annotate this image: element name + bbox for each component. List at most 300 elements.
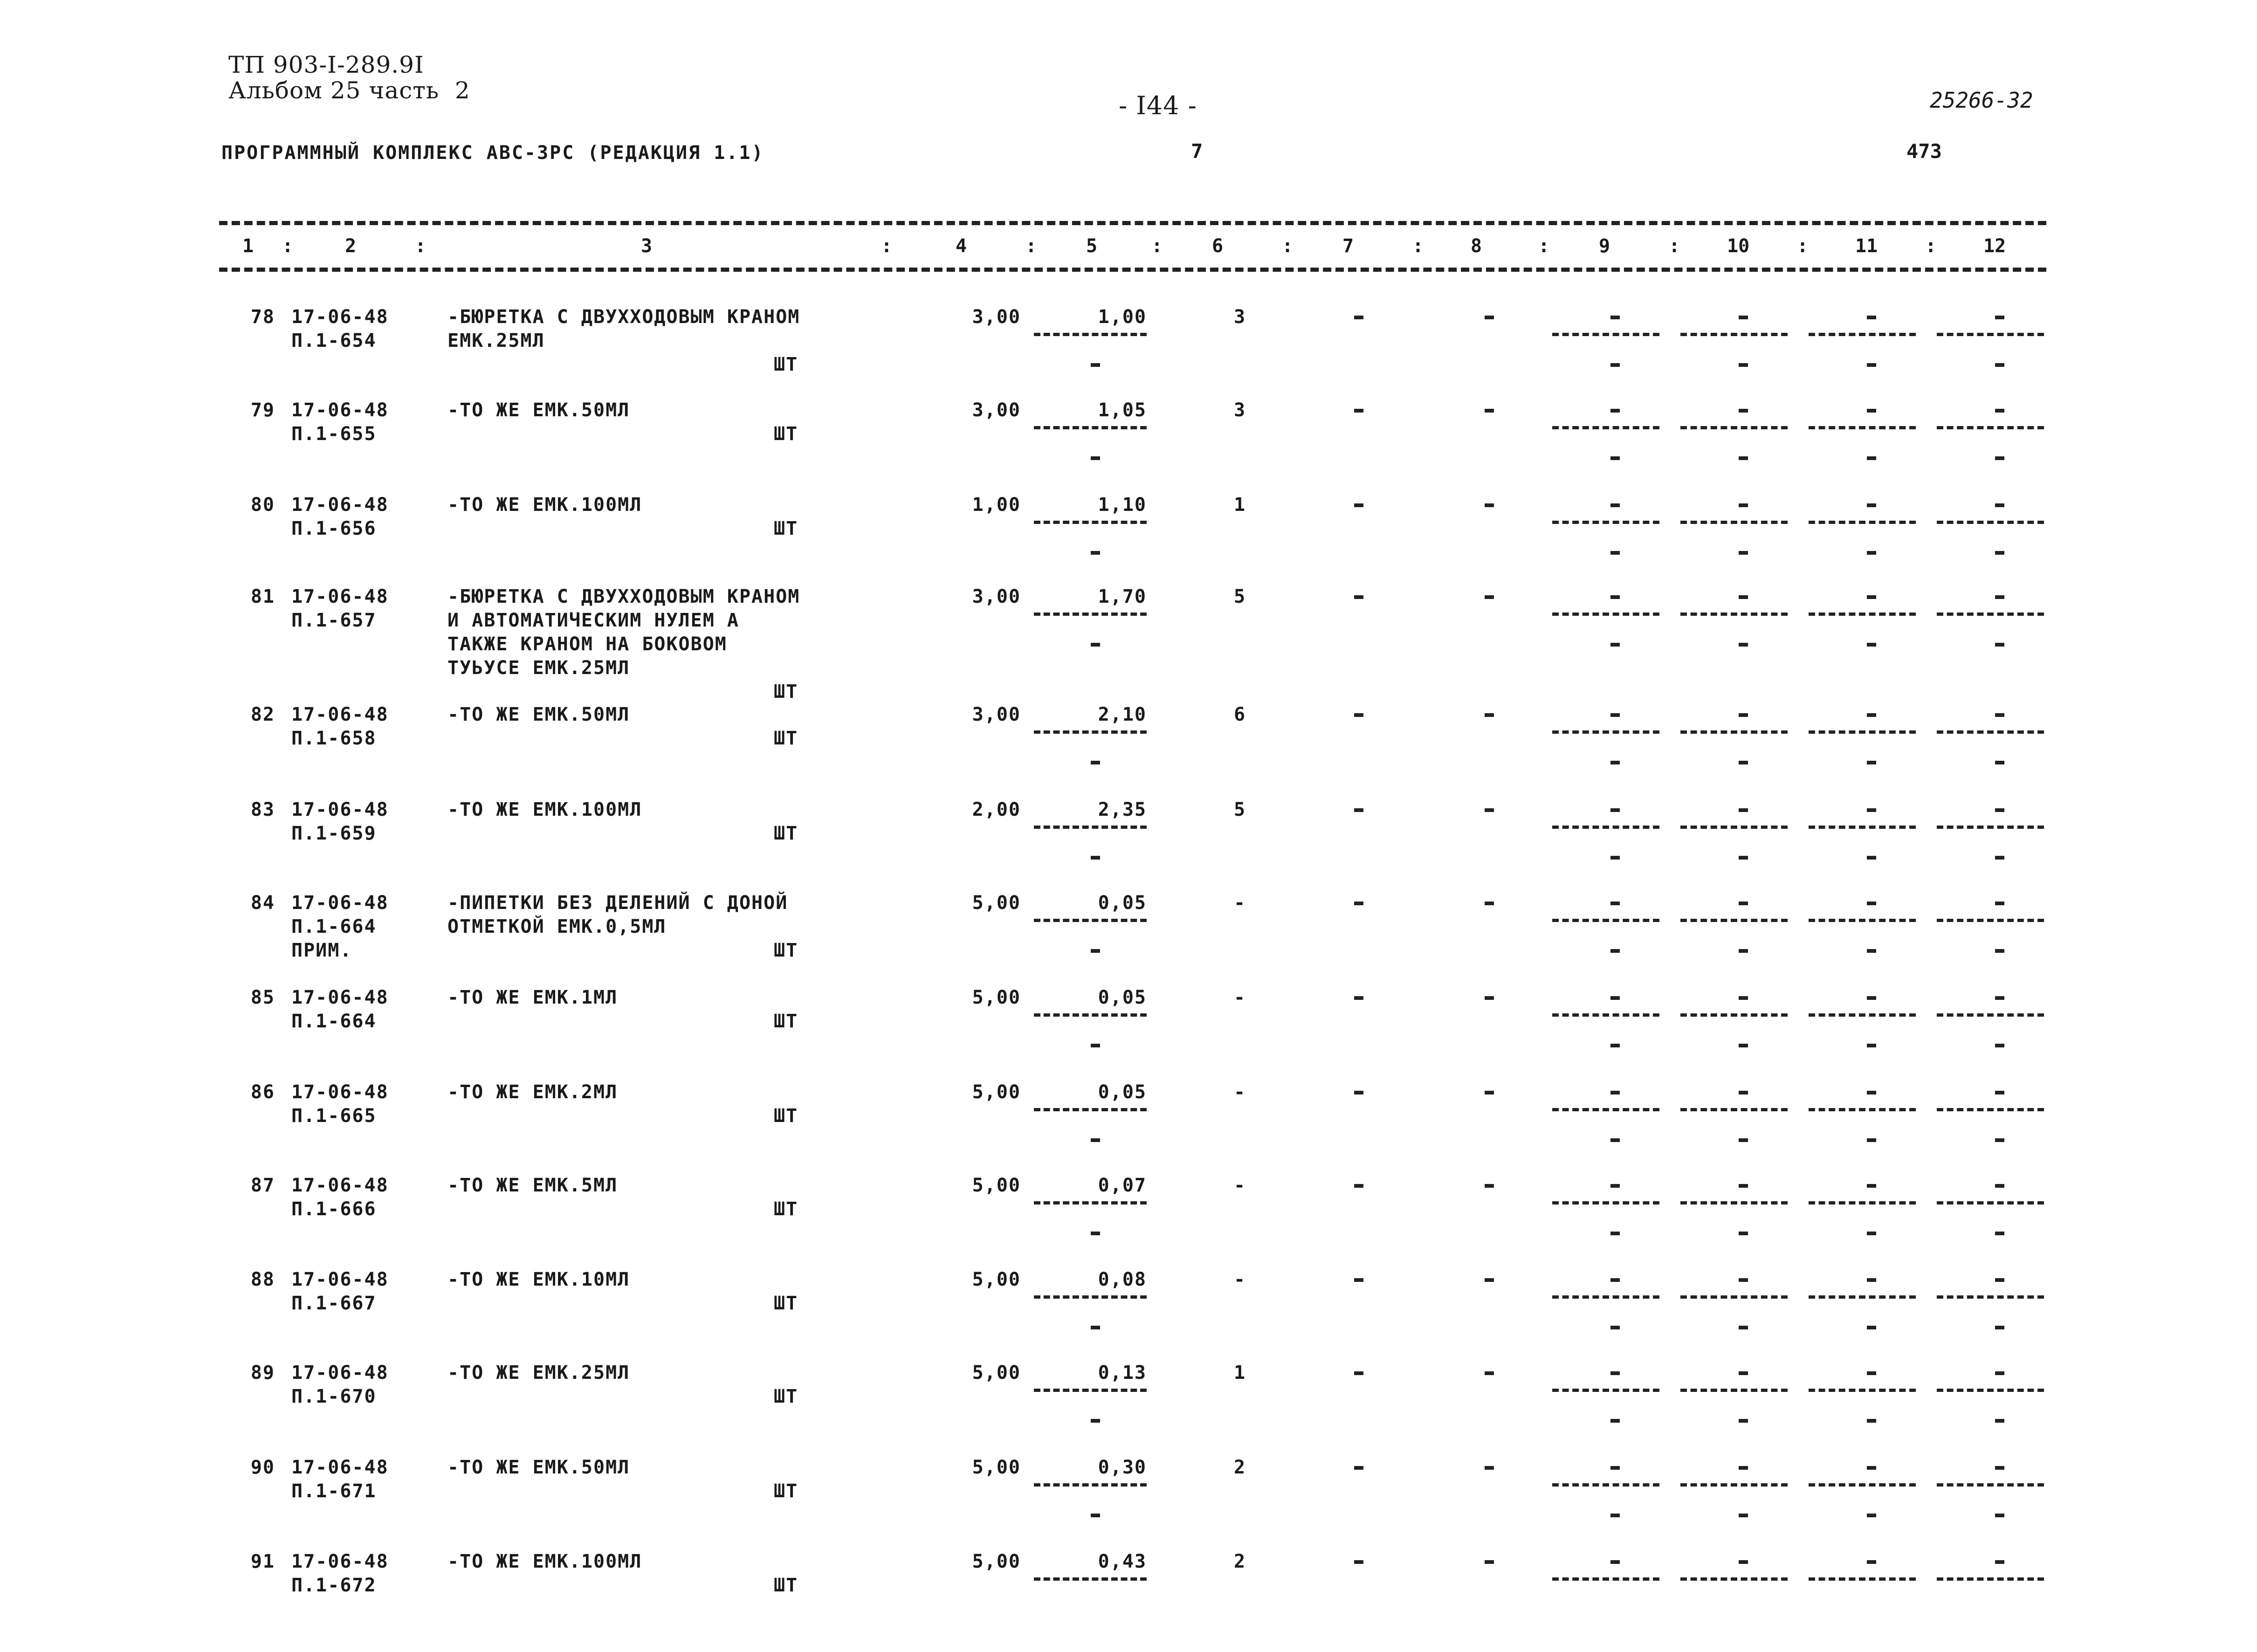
column-header: 10 [1727,235,1750,257]
empty-value-dash [1485,503,1494,507]
empty-value-dash [1867,456,1876,460]
empty-value-dash [1485,1184,1494,1188]
empty-value-dash [1739,1326,1748,1329]
empty-value-dash [1995,316,2004,319]
price-value: 0,05 [1098,892,1147,914]
cell-rule [1034,919,1147,922]
empty-value-dash [1995,808,2004,812]
empty-value-dash [1610,1278,1620,1282]
cell-rule [1552,521,1659,524]
code-value: 17-06-48 [291,892,389,914]
empty-value-dash [1739,949,1748,953]
empty-value-dash [1610,1091,1620,1094]
empty-value-dash [1610,808,1620,812]
row-number: 83 [250,799,275,820]
cell-rule [1809,1577,1916,1581]
unit-value: ШТ [774,1105,798,1127]
unit-value: ШТ [774,1198,798,1220]
empty-value-dash [1354,1091,1363,1094]
empty-value-dash [1739,996,1748,1000]
empty-value-dash [1610,1419,1620,1423]
cell-rule [1552,333,1659,336]
empty-value-dash [1739,902,1748,905]
description-line: -БЮРЕТКА С ДВУХХОДОВЫМ КРАНОМ [447,586,800,607]
empty-value-dash [1354,316,1363,319]
empty-value-dash [1610,1184,1620,1188]
price-value: 1,00 [1098,306,1147,328]
cell-rule [1034,1201,1147,1205]
column-separator: : [881,235,893,257]
reference-value: П.1-665 [291,1105,377,1127]
reference-value: П.1-671 [291,1480,377,1502]
empty-value-dash [1995,409,2004,413]
reference-value: П.1-659 [291,823,377,844]
empty-value-dash [1485,1091,1494,1094]
row-number: 80 [250,494,275,516]
empty-value-dash [1354,1184,1363,1188]
cell-rule [1034,521,1147,524]
cell-rule [1937,1577,2044,1581]
cell-rule [1034,826,1147,829]
quantity-value: 3,00 [972,704,1021,725]
empty-value-dash [1091,1514,1100,1517]
cell-rule [1937,919,2044,922]
page-number: - I44 - [1119,91,1197,120]
row-number: 82 [250,704,275,725]
unit-value: ШТ [774,354,798,375]
price-value: 1,10 [1098,494,1147,516]
column-6-value: 5 [1233,586,1246,607]
empty-value-dash [1354,996,1363,1000]
empty-value-dash [1995,996,2004,1000]
doc-code: ТП 903-I-289.9I [228,51,424,78]
cell-rule [1809,426,1916,429]
empty-value-dash [1610,856,1620,860]
code-value: 17-06-48 [291,704,389,725]
cell-rule [1937,1108,2044,1111]
empty-value-dash [1739,503,1748,507]
empty-value-dash [1091,456,1100,460]
unit-value: ШТ [774,940,798,961]
column-separator: : [1412,235,1424,257]
description-line: И АВТОМАТИЧЕСКИМ НУЛЕМ А [447,610,739,631]
cell-rule [1809,826,1916,829]
empty-value-dash [1739,316,1748,319]
description-line: ТАКЖЕ КРАНОМ НА БОКОВОМ [447,633,727,655]
empty-value-dash [1867,1326,1876,1329]
price-value: 0,07 [1098,1175,1147,1196]
empty-value-dash [1610,1138,1620,1142]
cell-rule [1680,1295,1788,1299]
empty-value-dash [1610,409,1620,413]
cell-rule [1680,1013,1788,1017]
empty-value-dash [1867,1560,1876,1564]
empty-value-dash [1610,996,1620,1000]
column-header: 1 [242,235,254,257]
cell-rule [1809,919,1916,922]
empty-value-dash [1867,808,1876,812]
column-separator: : [1025,235,1037,257]
unit-value: ШТ [774,1011,798,1032]
empty-value-dash [1995,1091,2004,1094]
empty-value-dash [1867,996,1876,1000]
cell-rule [1937,1201,2044,1205]
empty-value-dash [1995,595,2004,599]
reference-value: П.1-656 [291,518,377,539]
price-value: 2,10 [1098,704,1147,725]
empty-value-dash [1354,595,1363,599]
cell-rule [1552,730,1659,734]
column-separator: : [1925,235,1937,257]
cell-rule [1937,613,2044,616]
empty-value-dash [1739,1091,1748,1094]
column-6-value: - [1233,892,1246,914]
quantity-value: 5,00 [972,1081,1021,1103]
empty-value-dash [1091,643,1100,647]
cell-rule [1034,613,1147,616]
cell-rule [1552,1201,1659,1205]
empty-value-dash [1485,808,1494,812]
column-6-value: 2 [1233,1457,1246,1478]
cell-rule [1680,919,1788,922]
cell-rule [1937,1013,2044,1017]
empty-value-dash [1995,643,2004,647]
code-value: 17-06-48 [291,1457,389,1478]
empty-value-dash [1995,1278,2004,1282]
empty-value-dash [1995,1138,2004,1142]
empty-value-dash [1867,949,1876,953]
quantity-value: 5,00 [972,987,1021,1008]
empty-value-dash [1739,643,1748,647]
column-6-value: - [1233,1081,1246,1103]
cell-rule [1680,1483,1788,1487]
description-line: -ТО ЖЕ ЕМК.50МЛ [447,1457,630,1478]
empty-value-dash [1610,595,1620,599]
reference-value: П.1-655 [291,423,377,445]
cell-rule [1937,730,2044,734]
quantity-value: 1,00 [972,494,1021,516]
price-value: 1,70 [1098,586,1147,607]
empty-value-dash [1867,503,1876,507]
empty-value-dash [1485,1278,1494,1282]
empty-value-dash [1091,1326,1100,1329]
cell-rule [1552,1013,1659,1017]
registration-number: 25266-32 [1930,88,2033,113]
description-line: -ТО ЖЕ ЕМК.100МЛ [447,1551,642,1572]
cell-rule [1680,1577,1788,1581]
empty-value-dash [1739,363,1748,367]
empty-value-dash [1610,949,1620,953]
empty-value-dash [1610,363,1620,367]
description-line: -ТО ЖЕ ЕМК.100МЛ [447,799,642,820]
empty-value-dash [1091,363,1100,367]
column-header: 6 [1212,235,1224,257]
reference-value: П.1-672 [291,1575,377,1596]
code-value: 17-06-48 [291,306,389,328]
empty-value-dash [1354,1560,1363,1564]
description-line: -ТО ЖЕ ЕМК.2МЛ [447,1081,618,1103]
cell-rule [1937,333,2044,336]
cell-rule [1034,1483,1147,1487]
empty-value-dash [1867,856,1876,860]
cell-rule [1809,1108,1916,1111]
table-top-rule [219,221,2046,225]
empty-value-dash [1867,316,1876,319]
empty-value-dash [1610,1466,1620,1470]
description-line: -БЮРЕТКА С ДВУХХОДОВЫМ КРАНОМ [447,306,800,328]
empty-value-dash [1091,1419,1100,1423]
empty-value-dash [1091,1138,1100,1142]
empty-value-dash [1867,1184,1876,1188]
empty-value-dash [1739,713,1748,717]
cell-rule [1680,613,1788,616]
cell-rule [1809,333,1916,336]
empty-value-dash [1995,1044,2004,1047]
empty-value-dash [1485,595,1494,599]
column-6-value: - [1233,1175,1246,1196]
unit-value: ШТ [774,1575,798,1596]
cell-rule [1034,1108,1147,1111]
quantity-value: 5,00 [972,1175,1021,1196]
cell-rule [1937,1389,2044,1392]
empty-value-dash [1485,996,1494,1000]
cell-rule [1809,1389,1916,1392]
code-value: 17-06-48 [291,399,389,421]
empty-value-dash [1867,551,1876,555]
row-number: 91 [250,1551,275,1572]
code-value: 17-06-48 [291,586,389,607]
description-line: -ТО ЖЕ ЕМК.50МЛ [447,704,630,725]
empty-value-dash [1610,551,1620,555]
empty-value-dash [1867,1514,1876,1517]
empty-value-dash [1610,1044,1620,1047]
cell-rule [1552,1389,1659,1392]
price-value: 0,43 [1098,1551,1147,1572]
empty-value-dash [1354,713,1363,717]
price-value: 0,08 [1098,1269,1147,1290]
price-value: 0,30 [1098,1457,1147,1478]
cell-rule [1552,826,1659,829]
unit-value: ШТ [774,423,798,445]
cell-rule [1034,730,1147,734]
cell-rule [1680,426,1788,429]
reference-value: П.1-666 [291,1198,377,1220]
column-separator: : [1797,235,1809,257]
empty-value-dash [1485,316,1494,319]
empty-value-dash [1091,761,1100,764]
empty-value-dash [1091,949,1100,953]
column-header: 11 [1855,235,1878,257]
cell-rule [1034,1577,1147,1581]
column-header: 7 [1342,235,1354,257]
column-separator: : [1669,235,1680,257]
empty-value-dash [1995,902,2004,905]
cell-rule [1937,521,2044,524]
empty-value-dash [1739,1232,1748,1235]
empty-value-dash [1995,1184,2004,1188]
empty-value-dash [1610,902,1620,905]
description-line: -ТО ЖЕ ЕМК.5МЛ [447,1175,618,1196]
empty-value-dash [1739,1371,1748,1375]
empty-value-dash [1867,713,1876,717]
column-separator: : [1538,235,1550,257]
empty-value-dash [1485,1371,1494,1375]
column-6-value: 5 [1233,799,1246,820]
empty-value-dash [1091,1232,1100,1235]
empty-value-dash [1739,1419,1748,1423]
description-line: -ТО ЖЕ ЕМК.50МЛ [447,399,630,421]
column-6-value: 3 [1233,399,1246,421]
description-line: -ПИПЕТКИ БЕЗ ДЕЛЕНИЙ С ДОНОЙ [447,892,788,914]
empty-value-dash [1739,761,1748,764]
reference-value: П.1-657 [291,610,377,631]
unit-value: ШТ [774,681,798,702]
unit-value: ШТ [774,518,798,539]
empty-value-dash [1739,1560,1748,1564]
empty-value-dash [1867,643,1876,647]
row-number: 89 [250,1362,275,1384]
price-value: 0,05 [1098,1081,1147,1103]
cell-rule [1552,426,1659,429]
description-line: -ТО ЖЕ ЕМК.10МЛ [447,1269,630,1290]
empty-value-dash [1485,409,1494,413]
empty-value-dash [1610,1560,1620,1564]
description-line: -ТО ЖЕ ЕМК.25МЛ [447,1362,630,1384]
empty-value-dash [1610,713,1620,717]
cell-rule [1809,613,1916,616]
empty-value-dash [1995,949,2004,953]
empty-value-dash [1867,1138,1876,1142]
column-header: 3 [641,235,653,257]
cell-rule [1809,730,1916,734]
empty-value-dash [1739,1514,1748,1517]
column-6-value: 2 [1233,1551,1246,1572]
row-number: 88 [250,1269,275,1290]
empty-value-dash [1485,1466,1494,1470]
code-value: 17-06-48 [291,987,389,1008]
empty-value-dash [1995,713,2004,717]
empty-value-dash [1867,1419,1876,1423]
empty-value-dash [1610,761,1620,764]
empty-value-dash [1610,456,1620,460]
description-line: -ТО ЖЕ ЕМК.1МЛ [447,987,618,1008]
quantity-value: 5,00 [972,1457,1021,1478]
column-header: 12 [1983,235,2006,257]
empty-value-dash [1354,503,1363,507]
empty-value-dash [1739,551,1748,555]
cell-rule [1552,613,1659,616]
column-separator: : [282,235,294,257]
empty-value-dash [1354,1371,1363,1375]
empty-value-dash [1867,595,1876,599]
empty-value-dash [1739,409,1748,413]
cell-rule [1809,521,1916,524]
description-line: -ТО ЖЕ ЕМК.100МЛ [447,494,642,516]
cell-rule [1809,1295,1916,1299]
empty-value-dash [1995,1371,2004,1375]
empty-value-dash [1867,409,1876,413]
cell-rule [1552,1108,1659,1111]
cell-rule [1552,1577,1659,1581]
empty-value-dash [1610,316,1620,319]
empty-value-dash [1995,551,2004,555]
empty-value-dash [1867,1466,1876,1470]
empty-value-dash [1995,1232,2004,1235]
empty-value-dash [1867,1091,1876,1094]
empty-value-dash [1354,1466,1363,1470]
price-value: 2,35 [1098,799,1147,820]
code-value: 17-06-48 [291,1081,389,1103]
reference-value: П.1-658 [291,728,377,749]
sheet-number: 7 [1191,140,1203,163]
sheet-number-secondary: 473 [1906,140,1942,163]
row-number: 79 [250,399,275,421]
row-number: 84 [250,892,275,914]
empty-value-dash [1995,761,2004,764]
column-separator: : [1151,235,1163,257]
empty-value-dash [1995,503,2004,507]
column-header: 4 [956,235,967,257]
reference-value: П.1-670 [291,1386,377,1407]
quantity-value: 5,00 [972,1362,1021,1384]
empty-value-dash [1739,1466,1748,1470]
quantity-value: 3,00 [972,306,1021,328]
table-header-rule [219,268,2046,272]
empty-value-dash [1485,1560,1494,1564]
empty-value-dash [1485,902,1494,905]
row-number: 86 [250,1081,275,1103]
cell-rule [1034,426,1147,429]
unit-value: ШТ [774,728,798,749]
empty-value-dash [1610,643,1620,647]
code-value: 17-06-48 [291,1362,389,1384]
row-number: 85 [250,987,275,1008]
empty-value-dash [1867,363,1876,367]
cell-rule [1680,1389,1788,1392]
cell-rule [1680,333,1788,336]
empty-value-dash [1354,902,1363,905]
column-header: 9 [1599,235,1610,257]
empty-value-dash [1739,456,1748,460]
reference-note: ПРИМ. [291,940,352,961]
empty-value-dash [1610,1371,1620,1375]
empty-value-dash [1091,551,1100,555]
cell-rule [1680,1201,1788,1205]
code-value: 17-06-48 [291,799,389,820]
reference-value: П.1-664 [291,1011,377,1032]
empty-value-dash [1739,1278,1748,1282]
unit-value: ШТ [774,1293,798,1314]
empty-value-dash [1995,363,2004,367]
reference-value: П.1-664 [291,916,377,937]
empty-value-dash [1739,595,1748,599]
cell-rule [1937,1483,2044,1487]
reference-value: П.1-654 [291,330,377,351]
cell-rule [1680,1108,1788,1111]
empty-value-dash [1995,456,2004,460]
column-header: 5 [1086,235,1098,257]
cell-rule [1809,1013,1916,1017]
column-6-value: 1 [1233,1362,1246,1384]
quantity-value: 3,00 [972,586,1021,607]
cell-rule [1034,333,1147,336]
quantity-value: 3,00 [972,399,1021,421]
cell-rule [1552,1295,1659,1299]
empty-value-dash [1867,1044,1876,1047]
column-separator: : [1282,235,1294,257]
empty-value-dash [1995,1419,2004,1423]
empty-value-dash [1995,1466,2004,1470]
